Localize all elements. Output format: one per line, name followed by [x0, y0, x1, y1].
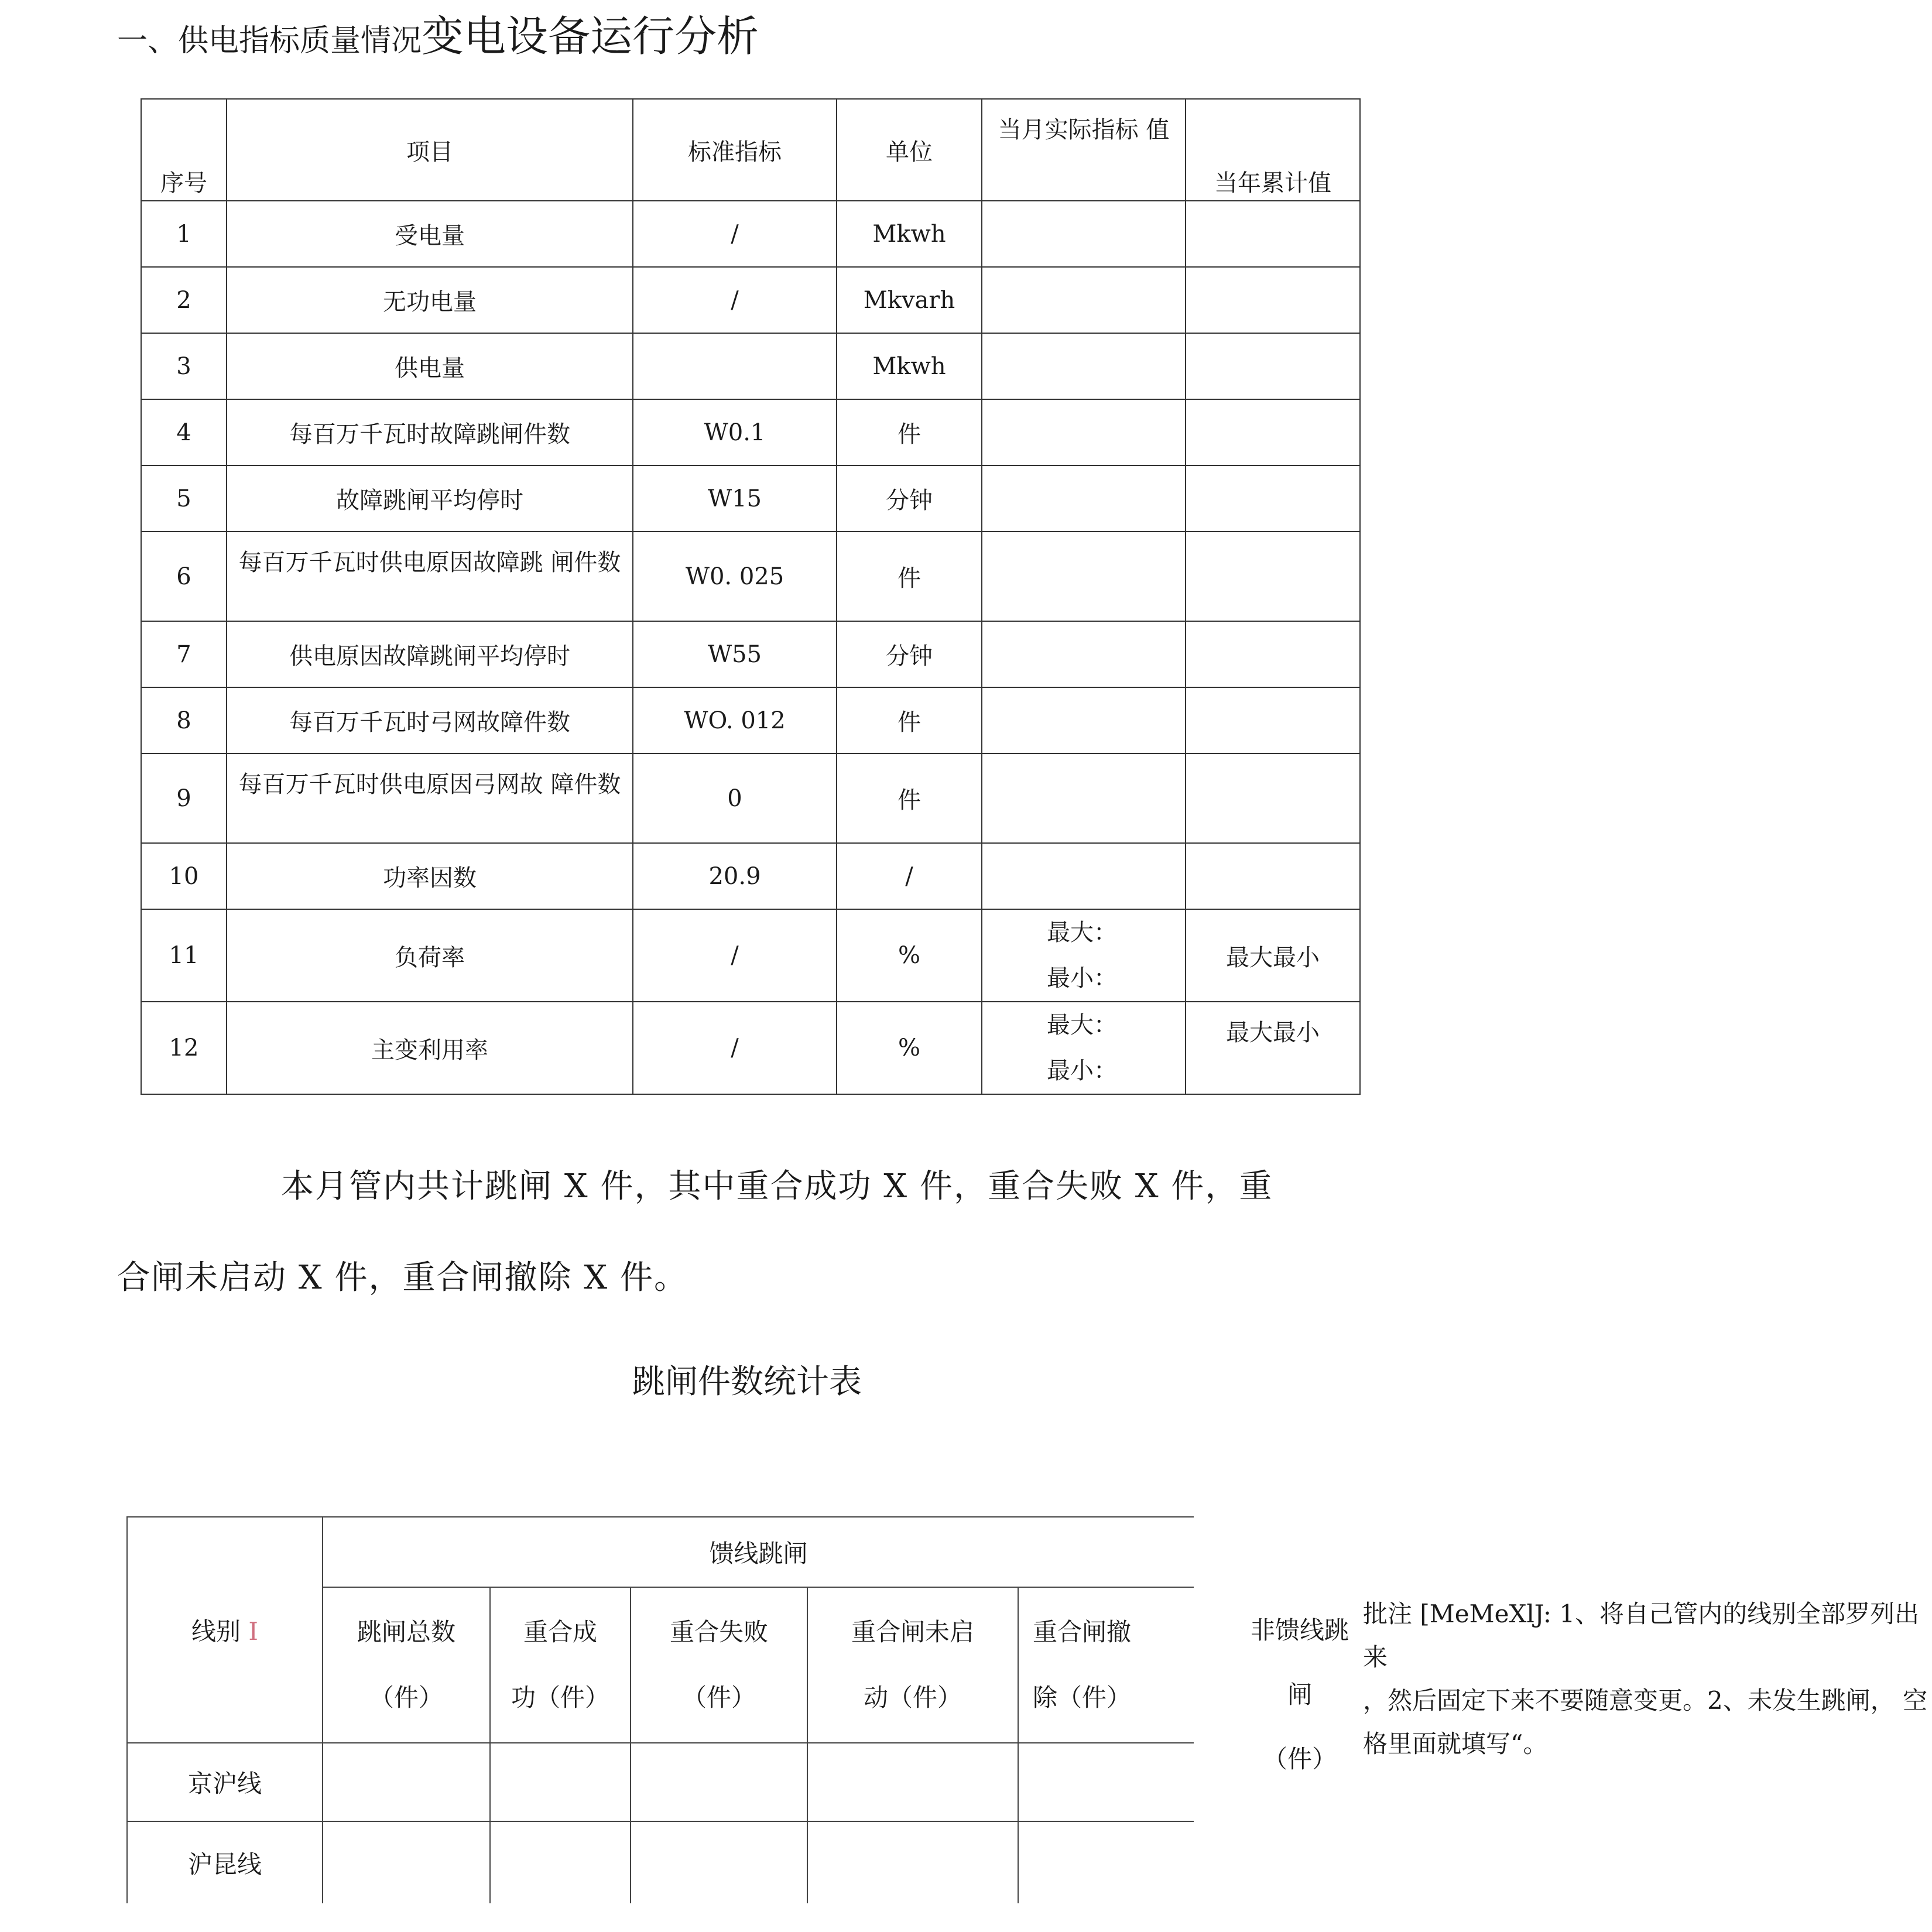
year-total-cell[interactable] — [1186, 621, 1360, 687]
unit-cell: / — [837, 843, 982, 909]
unit-cell: Mkwh — [837, 333, 982, 399]
item-cell: 供电量 — [227, 333, 633, 399]
reclose-success-header — [490, 1587, 631, 1743]
total-trips-header — [323, 1587, 490, 1743]
item-cell: 负荷率 — [227, 909, 633, 1002]
item-cell: 每百万千瓦时供电原因故障跳 闸件数 — [227, 532, 633, 621]
data-cell[interactable] — [323, 1743, 490, 1821]
seq-cell: 2 — [141, 267, 227, 333]
item-cell: 主变利用率 — [227, 1002, 633, 1094]
seq-cell: 9 — [141, 753, 227, 843]
table-row — [141, 687, 1360, 753]
standard-cell: 0 — [633, 753, 837, 843]
header-line: 重合闸撤 — [1033, 1618, 1132, 1646]
heading-title: 变电设备运行分析 — [422, 12, 759, 61]
year-total-cell[interactable] — [1186, 201, 1360, 267]
seq-cell: 11 — [141, 909, 227, 1002]
item-cell: 功率因数 — [227, 843, 633, 909]
header-seq: 序号 — [141, 99, 227, 201]
header-line: 重合失败 — [669, 1618, 768, 1646]
month-actual-cell[interactable] — [982, 909, 1186, 1002]
year-total-cell[interactable] — [1186, 465, 1360, 532]
table-row — [141, 399, 1360, 465]
month-actual-cell[interactable] — [982, 753, 1186, 843]
table-row — [141, 465, 1360, 532]
page-heading — [117, 2, 759, 63]
year-total-cell[interactable] — [1186, 267, 1360, 333]
summary-line-2: 合闸未启动 X 件，重合闸撤除 X 件。 — [117, 1259, 688, 1297]
standard-cell: WO. 012 — [633, 687, 837, 753]
year-total-cell[interactable] — [1186, 753, 1360, 843]
unit-cell: 件 — [837, 753, 982, 843]
item-cell: 每百万千瓦时故障跳闸件数 — [227, 399, 633, 465]
heading-prefix: 一、供电指标质量情况 — [117, 23, 422, 59]
month-actual-cell[interactable] — [982, 465, 1186, 532]
indicator-header-row — [141, 99, 1360, 201]
month-actual-cell[interactable] — [982, 201, 1186, 267]
reclose-fail-header — [631, 1587, 807, 1743]
line-type-mark: I — [248, 1617, 258, 1646]
standard-cell: / — [633, 267, 837, 333]
data-cell[interactable] — [323, 1821, 490, 1903]
unit-cell: Mkwh — [837, 201, 982, 267]
table-row — [141, 621, 1360, 687]
month-max-label: 最大： — [1047, 919, 1117, 946]
standard-cell: / — [633, 201, 837, 267]
header-line: 动（件） — [863, 1683, 962, 1712]
data-cell[interactable] — [807, 1743, 1018, 1821]
year-total-cell[interactable] — [1186, 532, 1360, 621]
year-total-cell[interactable] — [1186, 399, 1360, 465]
data-cell[interactable] — [490, 1821, 631, 1903]
standard-cell: 20.9 — [633, 843, 837, 909]
month-actual-cell[interactable] — [982, 267, 1186, 333]
table-row — [141, 201, 1360, 267]
trip-stats-table — [126, 1516, 1194, 1903]
non-feeder-line-2: （件） — [1262, 1745, 1337, 1773]
line-name-cell: 京沪线 — [127, 1743, 323, 1821]
month-actual-cell[interactable] — [982, 1002, 1186, 1094]
month-actual-cell[interactable] — [982, 333, 1186, 399]
comment-line-2: ，然后固定下来不要随意变更。2、未发生跳闸， 空 — [1363, 1686, 1928, 1715]
comment-line-3: 格里面就填写“。 — [1363, 1729, 1548, 1758]
year-total-cell[interactable] — [1186, 843, 1360, 909]
month-actual-cell[interactable] — [982, 687, 1186, 753]
standard-cell: W15 — [633, 465, 837, 532]
standard-cell — [633, 333, 837, 399]
header-item: 项目 — [227, 99, 633, 201]
seq-cell: 6 — [141, 532, 227, 621]
header-line: （件） — [681, 1683, 756, 1712]
reclose-not-started-header — [807, 1587, 1018, 1743]
line-type-label: 线别 — [191, 1617, 241, 1646]
table-row — [127, 1743, 1194, 1821]
month-actual-cell[interactable] — [982, 399, 1186, 465]
seq-cell: 10 — [141, 843, 227, 909]
standard-cell: W55 — [633, 621, 837, 687]
month-min-label: 最小： — [1047, 1057, 1117, 1084]
year-total-cell[interactable] — [1186, 333, 1360, 399]
table-row — [141, 909, 1360, 1002]
seq-cell: 5 — [141, 465, 227, 532]
item-cell: 无功电量 — [227, 267, 633, 333]
item-cell: 供电原因故障跳闸平均停时 — [227, 621, 633, 687]
standard-cell: / — [633, 1002, 837, 1094]
reclose-removed-header — [1018, 1587, 1194, 1743]
data-cell[interactable] — [1018, 1743, 1194, 1821]
item-cell: 受电量 — [227, 201, 633, 267]
table-row — [141, 1002, 1360, 1094]
month-actual-cell[interactable] — [982, 621, 1186, 687]
seq-cell: 3 — [141, 333, 227, 399]
unit-cell: % — [837, 1002, 982, 1094]
trip-group-header-row — [127, 1517, 1194, 1587]
indicator-table — [141, 98, 1361, 1095]
header-year-total: 当年累计值 — [1186, 99, 1360, 201]
year-total-cell[interactable]: 最大最小 — [1186, 909, 1360, 1002]
month-min-label: 最小： — [1047, 965, 1117, 992]
year-total-cell[interactable] — [1186, 687, 1360, 753]
unit-cell: 分钟 — [837, 621, 982, 687]
line-name-cell: 沪昆线 — [127, 1821, 323, 1903]
header-standard: 标准指标 — [633, 99, 837, 201]
non-feeder-trip-header — [1241, 1598, 1358, 1791]
table-row — [141, 843, 1360, 909]
month-actual-cell[interactable] — [982, 843, 1186, 909]
table-row — [141, 753, 1360, 843]
table-row — [141, 267, 1360, 333]
header-unit: 单位 — [837, 99, 982, 201]
unit-cell: 件 — [837, 532, 982, 621]
header-line: 跳闸总数 — [357, 1618, 455, 1646]
data-cell[interactable] — [631, 1743, 807, 1821]
seq-cell: 4 — [141, 399, 227, 465]
month-actual-cell[interactable] — [982, 532, 1186, 621]
data-cell[interactable] — [490, 1743, 631, 1821]
comment-line-1: 批注 [MeMeXlJ: 1、将自己管内的线别全部罗列出 来 — [1363, 1599, 1920, 1671]
line-type-header — [127, 1517, 323, 1743]
header-line: （件） — [369, 1683, 443, 1712]
table-row — [141, 532, 1360, 621]
data-cell[interactable] — [807, 1821, 1018, 1903]
unit-cell: 分钟 — [837, 465, 982, 532]
unit-cell: 件 — [837, 687, 982, 753]
item-cell: 故障跳闸平均停时 — [227, 465, 633, 532]
seq-cell: 1 — [141, 201, 227, 267]
header-line: 除（件） — [1033, 1683, 1132, 1712]
summary-line-1: 本月管内共计跳闸 X 件，其中重合成功 X 件，重合失败 X 件，重 — [281, 1167, 1273, 1205]
stats-table-caption: 跳闸件数统计表 — [632, 1363, 862, 1401]
unit-cell: 件 — [837, 399, 982, 465]
seq-cell: 12 — [141, 1002, 227, 1094]
feeder-trip-group-header: 馈线跳闸 — [323, 1517, 1194, 1587]
seq-cell: 8 — [141, 687, 227, 753]
unit-cell: Mkvarh — [837, 267, 982, 333]
standard-cell: / — [633, 909, 837, 1002]
month-max-label: 最大： — [1047, 1012, 1117, 1039]
year-total-cell[interactable]: 最大最小 — [1186, 1002, 1360, 1094]
header-line: 重合成 — [523, 1618, 597, 1646]
header-line: 功（件） — [511, 1683, 609, 1712]
unit-cell: % — [837, 909, 982, 1002]
table-row — [141, 333, 1360, 399]
table-row — [127, 1821, 1194, 1903]
header-month-actual: 当月实际指标 值 — [982, 99, 1186, 201]
data-cell[interactable] — [1018, 1821, 1194, 1903]
item-cell: 每百万千瓦时供电原因弓网故 障件数 — [227, 753, 633, 843]
review-comment[interactable] — [1363, 1592, 1932, 1766]
non-feeder-line-1: 非馈线跳闸 — [1250, 1616, 1349, 1709]
item-cell: 每百万千瓦时弓网故障件数 — [227, 687, 633, 753]
standard-cell: W0.1 — [633, 399, 837, 465]
data-cell[interactable] — [631, 1821, 807, 1903]
header-line: 重合闸未启 — [851, 1618, 974, 1646]
seq-cell: 7 — [141, 621, 227, 687]
standard-cell: W0. 025 — [633, 532, 837, 621]
